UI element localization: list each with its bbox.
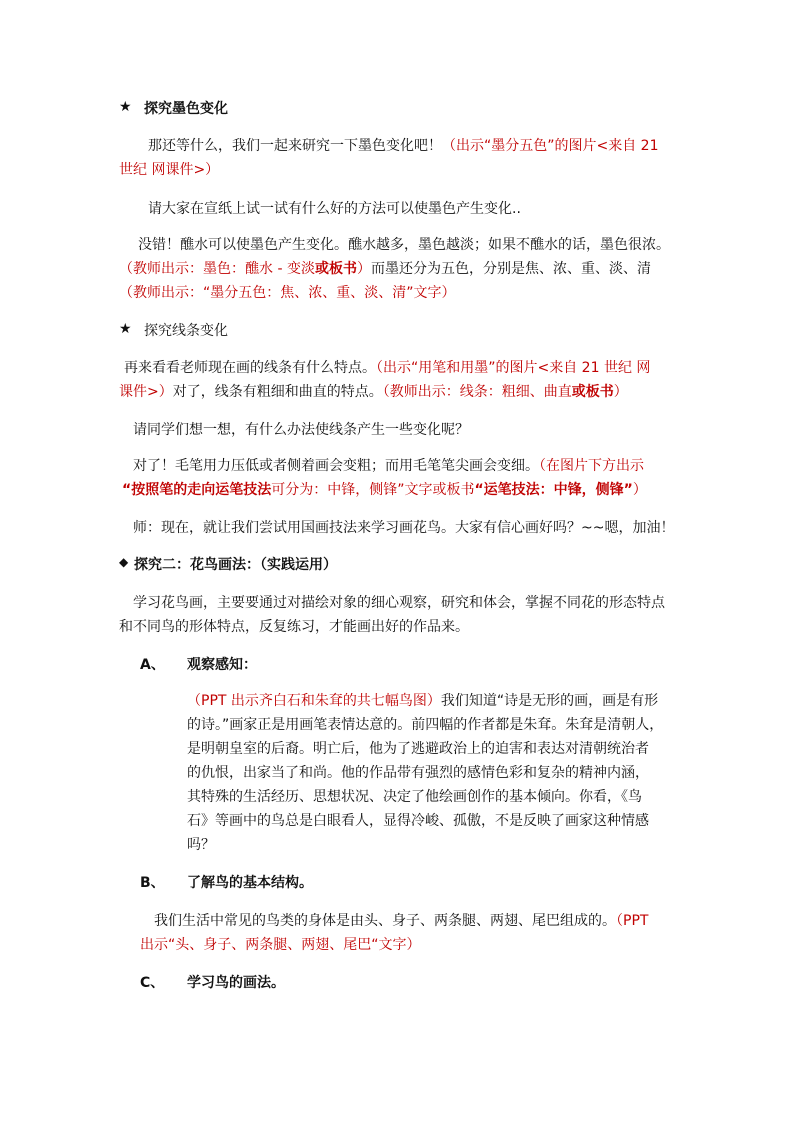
paragraph-line: （PPT 出示齐白石和朱耷的共七幅鸟图）我们知道“诗是无形的画，画是有形 bbox=[187, 693, 659, 709]
paragraph-line: 那还等什么，我们一起来研究一下墨色变化吧！（出示“墨分五色”的图片<来自 21 bbox=[148, 138, 659, 154]
paragraph-line: 其特殊的生活经历、思想状况、决定了他绘画创作的基本倾向。你看，《鸟 bbox=[187, 789, 642, 805]
star-bullet-icon: ★ bbox=[119, 99, 132, 115]
paragraph-line: 我们生活中常见的鸟类的身体是由头、身子、两条腿、两翅、尾巴组成的。（PPT bbox=[154, 913, 649, 929]
subsection-title-structure: 了解鸟的基本结构。 bbox=[187, 875, 313, 891]
paragraph-line: 请同学们想一想，有什么办法使线条产生一些变化呢？ bbox=[133, 422, 469, 438]
diamond-bullet-icon: ◆ bbox=[119, 555, 129, 569]
paragraph-line: “按照笔的走向运笔技法可分为：中锋，侧锋”文字或板书“运笔技法：中锋，侧锋”） bbox=[122, 482, 647, 498]
section-heading-line: 探究线条变化 bbox=[144, 323, 228, 339]
paragraph-line: 是明朝皇室的后裔。明亡后，他为了逃避政治上的迫害和表达对清朝统治者 bbox=[187, 741, 649, 757]
star-bullet-icon: ★ bbox=[119, 321, 132, 337]
paragraph-line: 和不同鸟的形体特点，反复练习，才能画出好的作品来。 bbox=[119, 619, 469, 635]
list-label-a: A、 bbox=[140, 657, 165, 673]
paragraph-line: （教师出示：墨色：醮水 - 变淡或板书）而墨还分为五色，分别是焦、浓、重、淡、清 bbox=[119, 261, 651, 277]
paragraph-line: 对了！毛笔用力压低或者侧着画会变粗；而用毛笔笔尖画会变细。（在图片下方出示 bbox=[133, 458, 644, 474]
paragraph-line: 的仇恨，出家当了和尚。他的作品带有强烈的感情色彩和复杂的精神内涵， bbox=[187, 765, 649, 781]
section-heading-bird-flower: 探究二：花鸟画法：（实践运用） bbox=[134, 557, 337, 573]
list-label-b: B、 bbox=[140, 875, 165, 891]
paragraph-line: 吗？ bbox=[187, 837, 215, 853]
subsection-title-drawing: 学习鸟的画法。 bbox=[187, 975, 285, 991]
paragraph-line: 课件>）对了，线条有粗细和曲直的特点。（教师出示：线条：粗细、曲直或板书） bbox=[119, 384, 628, 400]
paragraph-line: 的诗。”画家正是用画笔表情达意的。前四幅的作者都是朱耷。朱耷是清朝人， bbox=[187, 717, 664, 733]
paragraph-line: 没错！醮水可以使墨色产生变化。醮水越多，墨色越淡；如果不醮水的话，墨色很浓。 bbox=[138, 237, 670, 253]
paragraph-line: 石》等画中的鸟总是白眼看人，显得冷峻、孤傲，不是反映了画家这种情感 bbox=[187, 813, 649, 829]
section-heading-ink: 探究墨色变化 bbox=[144, 101, 228, 117]
paragraph-line: （教师出示：“墨分五色：焦、浓、重、淡、清”文字） bbox=[119, 285, 456, 301]
paragraph-line: 出示“头、身子、两条腿、两翅、尾巴“文字） bbox=[140, 937, 421, 953]
paragraph-line: 再来看看老师现在画的线条有什么特点。（出示“用笔和用墨”的图片<来自 21 世纪 网 bbox=[124, 360, 651, 376]
list-label-c: C、 bbox=[140, 975, 165, 991]
paragraph-line: 师：现在，就让我们尝试用国画技法来学习画花鸟。大家有信心画好吗？~~嗯，加油！ bbox=[133, 520, 675, 536]
paragraph-line: 学习花鸟画，主要要通过对描绘对象的细心观察，研究和体会，掌握不同花的形态特点 bbox=[133, 595, 665, 611]
paragraph-line: 世纪 网课件>） bbox=[119, 162, 220, 178]
subsection-title-observe: 观察感知： bbox=[187, 657, 257, 673]
paragraph-line: 请大家在宣纸上试一试有什么好的方法可以使墨色产生变化.. bbox=[148, 201, 521, 217]
